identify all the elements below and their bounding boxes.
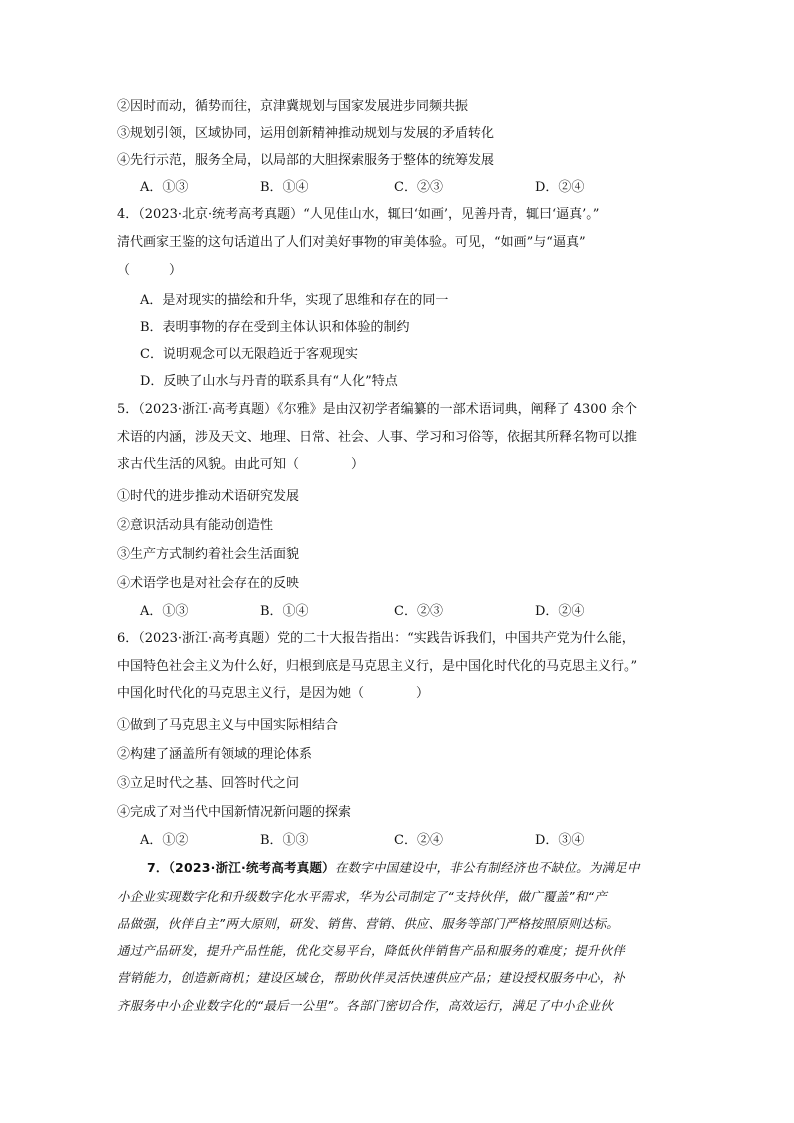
q6-statement-4: ④完成了对当代中国新情况新问题的探索	[117, 805, 352, 820]
q7-stem-line-2: 小企业实现数字化和升级数字化水平需求，华为公司制定了“支持伙伴，做广覆盖”和“产	[117, 889, 607, 904]
q6-stem-line-2: 中国特色社会主义为什么好，归根到底是马克思主义行，是中国化时代化的马克思主义行。”	[117, 659, 638, 674]
q6-stem-line-1: 6．（2023·浙江·高考真题）党的二十大报告指出：“实践告诉我们，中国共产党为什么能，	[117, 631, 635, 646]
q5-stem-line-3: 求古代生活的风貌。由此可知（ ）	[117, 457, 365, 472]
q4-stem-line-2: 清代画家王鉴的这句话道出了人们对美好事物的审美体验。可见，“如画”与“逼真”	[117, 235, 586, 250]
q3-option-c: C．②③	[394, 180, 443, 195]
q3-statement-3: ③规划引领，区域协同，运用创新精神推动规划与发展的矛盾转化	[117, 126, 495, 141]
q7-first-line-text: 在数字中国建设中，非公有制经济也不缺位。为满足中	[334, 860, 640, 875]
q4-stem-line-1: 4．（2023·北京·统考高考真题）“人见佳山水，辄曰‘如画’，见善丹青，辄曰‘逼真’。”	[117, 207, 600, 222]
q5-option-a: A．①③	[140, 604, 189, 619]
q7-stem-line-5: 营销能力，创造新商机；建设区域仓，帮助伙伴灵活快速供应产品；建设授权服务中心，补	[117, 970, 626, 985]
q7-stem-line-3: 品做强，伙伴自主”两大原则，研发、销售、营销、供应、服务等部门严格按照原则达标。	[117, 916, 619, 931]
q5-stem-line-1: 5．（2023·浙江·高考真题）《尔雅》是由汉初学者编纂的一部术语词典，阐释了 4300 余个	[117, 402, 637, 417]
q6-statement-3: ③立足时代之基、回答时代之问	[117, 776, 300, 791]
q7-stem-line-6: 齐服务中小企业数字化的“最后一公里”。各部门密切合作，高效运行，满足了中小企业伙	[117, 998, 613, 1013]
q5-statement-2: ②意识活动具有能动创造性	[117, 518, 274, 533]
q4-choice-a: A．是对现实的描绘和升华，实现了思维和存在的同一	[140, 293, 449, 308]
q6-option-c: C．②④	[394, 833, 443, 848]
q5-statement-3: ③生产方式制约着社会生活面貌	[117, 547, 300, 562]
q6-option-a: A．①②	[140, 833, 189, 848]
q4-choice-c: C．说明观念可以无限趋近于客观现实	[140, 347, 358, 362]
q3-option-a: A．①③	[140, 180, 189, 195]
q3-option-d: D．②④	[535, 180, 585, 195]
q7-number: 7．	[147, 860, 169, 875]
q7-stem-line-1	[147, 858, 640, 878]
q5-option-c: C．②③	[394, 604, 443, 619]
q5-option-d: D．②④	[535, 604, 585, 619]
q6-statement-1: ①做到了马克思主义与中国实际相结合	[117, 718, 339, 733]
q6-option-b: B．①③	[260, 833, 309, 848]
q6-stem-line-3: 中国化时代化的马克思主义行，是因为她（ ）	[117, 686, 430, 701]
q7-source: （2023·浙江·统考高考真题）	[168, 860, 335, 875]
q4-choice-b: B．表明事物的存在受到主体认识和体验的制约	[140, 320, 410, 335]
q6-option-d: D．③④	[535, 833, 585, 848]
q3-statement-2: ②因时而动，循势而往，京津冀规划与国家发展进步同频共振	[117, 99, 469, 114]
q3-option-b: B．①④	[260, 180, 309, 195]
q4-answer-blank: （ ）	[117, 263, 183, 278]
q5-stem-line-2: 术语的内涵，涉及天文、地理、日常、社会、人事、学习和习俗等，依据其所释名物可以推	[117, 430, 638, 445]
q7-stem-line-4: 通过产品研发，提升产品性能，优化交易平台，降低伙伴销售产品和服务的难度；提升伙伴	[117, 943, 626, 958]
q5-statement-4: ④术语学也是对社会存在的反映	[117, 576, 300, 591]
q3-statement-4: ④先行示范，服务全局，以局部的大胆探索服务于整体的统筹发展	[117, 153, 495, 168]
q5-statement-1: ①时代的进步推动术语研究发展	[117, 489, 300, 504]
q4-choice-d: D．反映了山水与丹青的联系具有“人化”特点	[140, 374, 398, 389]
q6-statement-2: ②构建了涵盖所有领域的理论体系	[117, 747, 313, 762]
q5-option-b: B．①④	[260, 604, 309, 619]
